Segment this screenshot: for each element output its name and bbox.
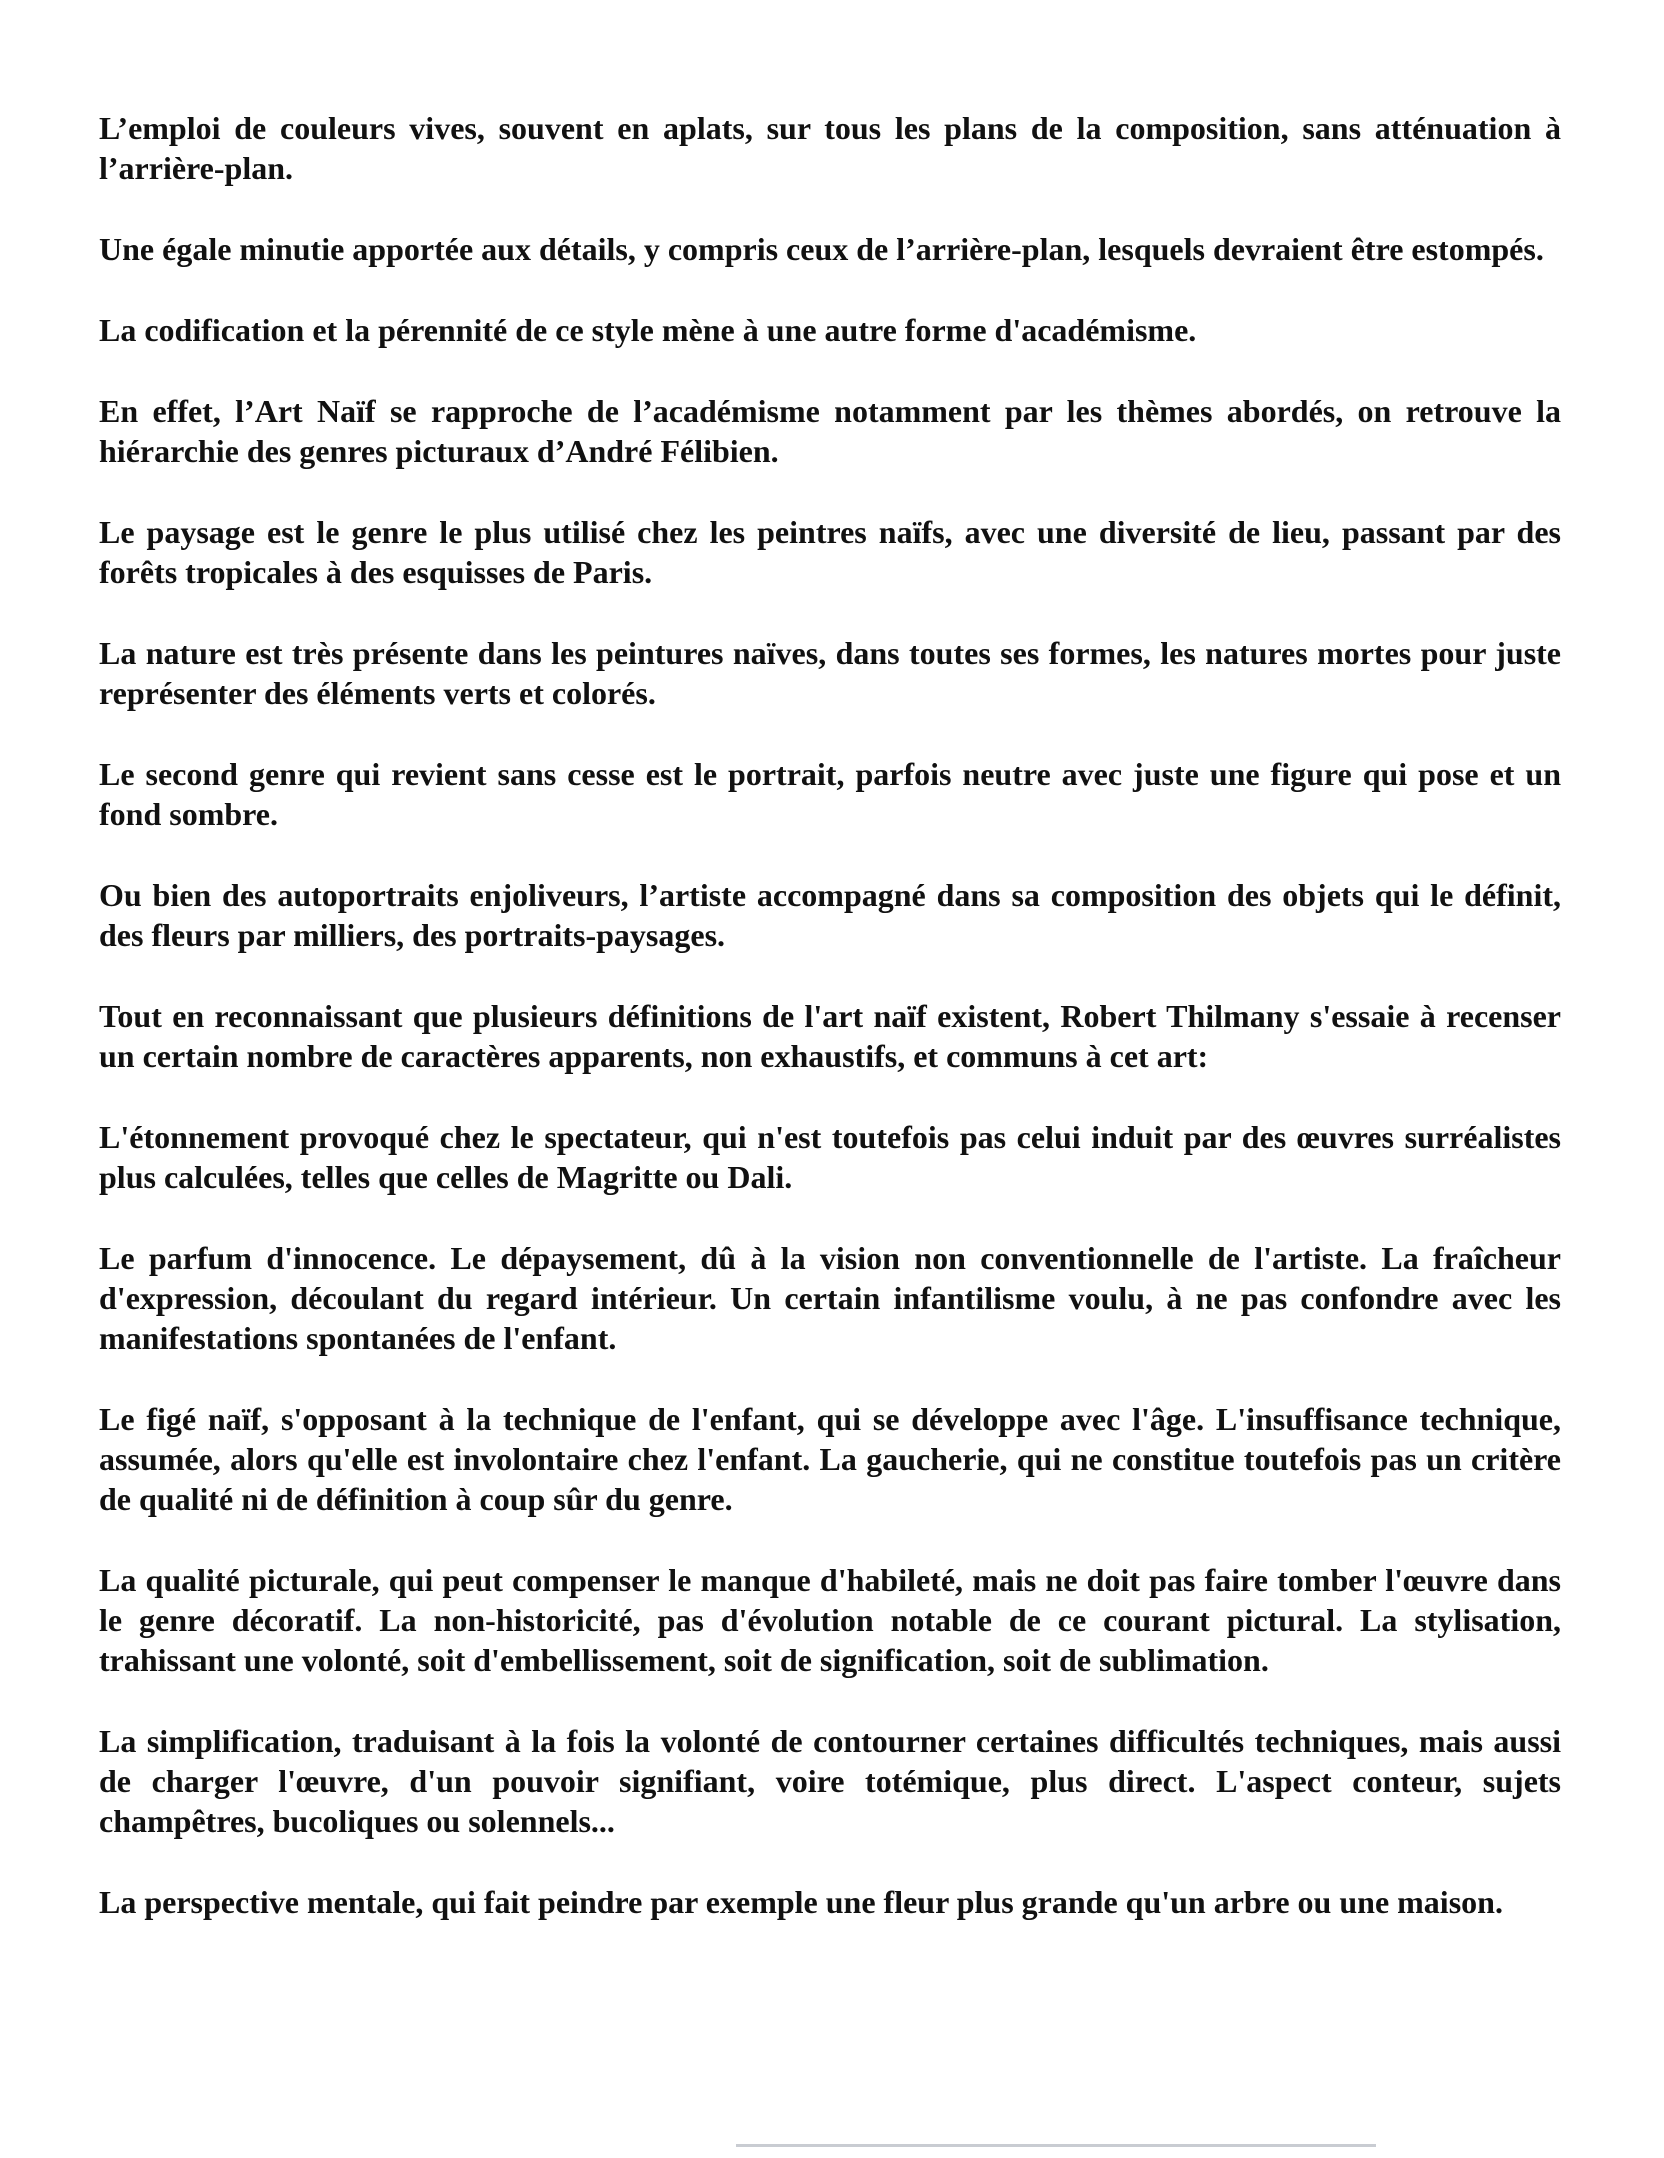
paragraph-7: Le second genre qui revient sans cesse est le portrait, parfois neutre avec juste une figure qui pose et un fond sombre. <box>99 756 1561 832</box>
paragraph-14: La simplification, traduisant à la fois la volonté de contourner certaines difficultés techniques, mais aussi de charger l'œuvre, d'un pouvoir signifiant, voire totémique, plus direct. L'aspect conteur, sujets champêtres, bucoliques ou solennels... <box>99 1723 1561 1839</box>
paragraph-9: Tout en reconnaissant que plusieurs définitions de l'art naïf existent, Robert Thilmany s'essaie à recenser un certain nombre de caractères apparents, non exhaustifs, et communs à cet art: <box>99 998 1561 1074</box>
paragraph-5: Le paysage est le genre le plus utilisé chez les peintres naïfs, avec une diversité de lieu, passant par des forêts tropicales à des esquisses de Paris. <box>99 514 1561 590</box>
document-body <box>99 108 1561 1963</box>
paragraph-4: En effet, l’Art Naïf se rapproche de l’académisme notamment par les thèmes abordés, on retrouve la hiérarchie des genres picturaux d’André Félibien. <box>99 393 1561 469</box>
paragraph-12: Le figé naïf, s'opposant à la technique de l'enfant, qui se développe avec l'âge. L'insuffisance technique, assumée, alors qu'elle est involontaire chez l'enfant. La gaucherie, qui ne constitue toutefois pas un critère de qualité ni de définition à coup sûr du genre. <box>99 1401 1561 1517</box>
paragraph-15: La perspective mentale, qui fait peindre par exemple une fleur plus grande qu'un arbre ou une maison. <box>99 1884 1503 1920</box>
paragraph-10: L'étonnement provoqué chez le spectateur, qui n'est toutefois pas celui induit par des œuvres surréalistes plus calculées, telles que celles de Magritte ou Dali. <box>99 1119 1561 1195</box>
paragraph-11: Le parfum d'innocence. Le dépaysement, dû à la vision non conventionnelle de l'artiste. La fraîcheur d'expression, découlant du regard intérieur. Un certain infantilisme voulu, à ne pas confondre avec les manifestations spontanées de l'enfant. <box>99 1240 1561 1356</box>
paragraph-2: Une égale minutie apportée aux détails, y compris ceux de l’arrière-plan, lesquels devraient être estompés. <box>99 231 1544 267</box>
paragraph-1: L’emploi de couleurs vives, souvent en aplats, sur tous les plans de la composition, sans atténuation à l’arrière-plan. <box>99 110 1561 186</box>
paragraph-6: La nature est très présente dans les peintures naïves, dans toutes ses formes, les natures mortes pour juste représenter des éléments verts et colorés. <box>99 635 1561 711</box>
paragraph-13: La qualité picturale, qui peut compenser le manque d'habileté, mais ne doit pas faire tomber l'œuvre dans le genre décoratif. La non-historicité, pas d'évolution notable de ce courant pictural. La stylisation, trahissant une volonté, soit d'embellissement, soit de signification, soit de sublimation. <box>99 1562 1561 1678</box>
paragraph-3: La codification et la pérennité de ce style mène à une autre forme d'académisme. <box>99 312 1197 348</box>
paragraph-8: Ou bien des autoportraits enjoliveurs, l’artiste accompagné dans sa composition des objets qui le définit, des fleurs par milliers, des portraits-paysages. <box>99 877 1561 953</box>
page-bottom-rule <box>736 2144 1376 2147</box>
